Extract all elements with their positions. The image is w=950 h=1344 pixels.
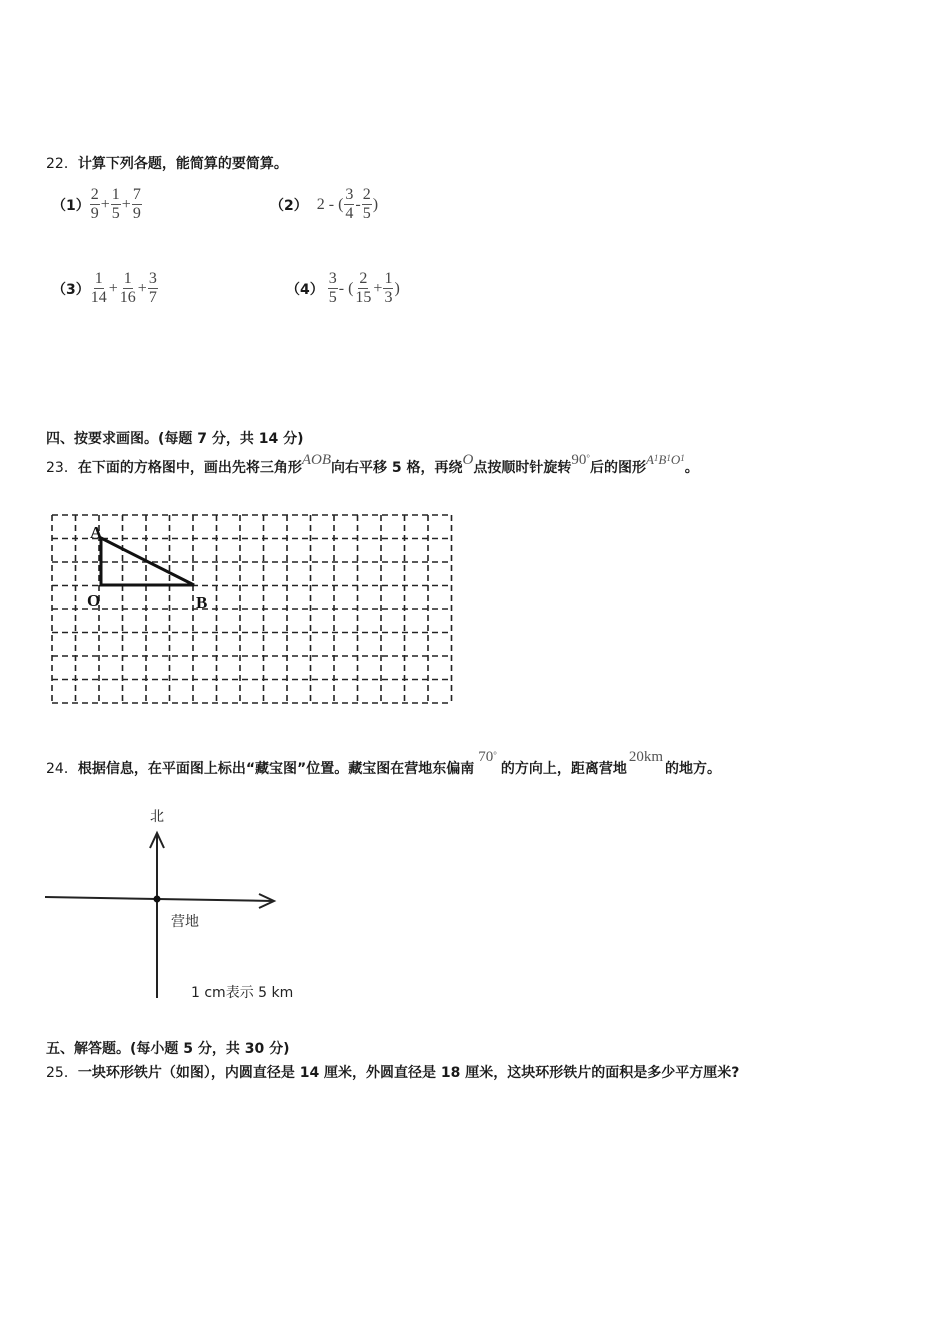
fraction: $\frac{2}{15}$ [355, 270, 372, 306]
operator: + [137, 279, 147, 297]
grid-label-b: B [196, 593, 208, 612]
fraction: $\frac{1}{5}$ [111, 186, 120, 222]
fraction: $\frac{1}{3}$ [384, 270, 393, 306]
grid-label-o: O [87, 591, 101, 610]
part-label: （4） [286, 281, 324, 298]
point-o: O [462, 452, 474, 468]
operator: ) [394, 279, 400, 297]
q23-grid-figure [44, 508, 464, 713]
fraction: $\frac{3}{7}$ [148, 270, 157, 306]
rotation-angle: 90° [571, 452, 590, 468]
fraction: $\frac{2}{5}$ [362, 186, 371, 222]
q22-number: 22． [46, 156, 78, 172]
fraction: $\frac{3}{5}$ [328, 270, 337, 306]
fraction: $\frac{2}{9}$ [90, 186, 99, 222]
q22-part1 [52, 186, 142, 223]
operator: + [108, 279, 118, 297]
operator: ) [372, 195, 379, 213]
section4-title: 四、按要求画图。(每题 7 分，共 14 分) [46, 431, 304, 447]
q25-text: 25．一块环形铁片（如图），内圆直径是 14 厘米，外圆直径是 18 厘米，这块环形铁片的面积是多少平方厘米? [46, 1065, 740, 1081]
part-label: （3） [52, 281, 90, 298]
q23-number: 23． [46, 460, 78, 476]
q22-text: 计算下列各题，能简算的要简算。 [77, 156, 288, 172]
fraction: $\frac{1}{14}$ [90, 270, 107, 306]
operator: - ( [338, 279, 354, 297]
fraction: $\frac{3}{4}$ [345, 186, 354, 222]
scale-label: 1 cm表示 5 km [191, 985, 294, 1001]
fraction: $\frac{7}{9}$ [132, 186, 141, 222]
triangle-a1b1o1: $A^1B^1O^1$ [645, 452, 685, 467]
q22-part4 [286, 270, 401, 307]
fraction: $\frac{1}{16}$ [119, 270, 136, 306]
grid-label-a: A [90, 523, 103, 542]
operator: 2 - ( [316, 195, 344, 213]
direction-angle: 70° [478, 749, 497, 765]
q23-text: 23．在下面的方格图中，画出先将三角形AOB向右平移 5 格，再绕O点按顺时针旋转90°后的图形$A^1B^1O^1$。 [46, 452, 699, 476]
q22-title [46, 153, 288, 173]
operator: + [373, 279, 383, 297]
operator: + [100, 195, 110, 213]
q24-map-figure [40, 800, 300, 1005]
q25-number: 25． [46, 1065, 78, 1081]
q24-number: 24． [46, 761, 78, 777]
camp-label: 营地 [171, 914, 199, 930]
north-label: 北 [150, 809, 164, 825]
q22-part2 [270, 186, 379, 223]
q24-text: 24．根据信息，在平面图上标出“藏宝图”位置。藏宝图在营地东偏南70°的方向上，距离营地20km的地方。 [46, 749, 722, 777]
triangle-aob: AOB [301, 452, 331, 468]
distance: 20km [628, 749, 664, 765]
part-label: （2） [270, 197, 308, 214]
q22-part3 [52, 270, 158, 307]
operator: + [121, 195, 131, 213]
operator: - [355, 195, 361, 213]
section5-title: 五、解答题。(每小题 5 分，共 30 分) [46, 1041, 290, 1057]
camp-point [154, 896, 161, 903]
part-label: （1） [52, 197, 90, 214]
